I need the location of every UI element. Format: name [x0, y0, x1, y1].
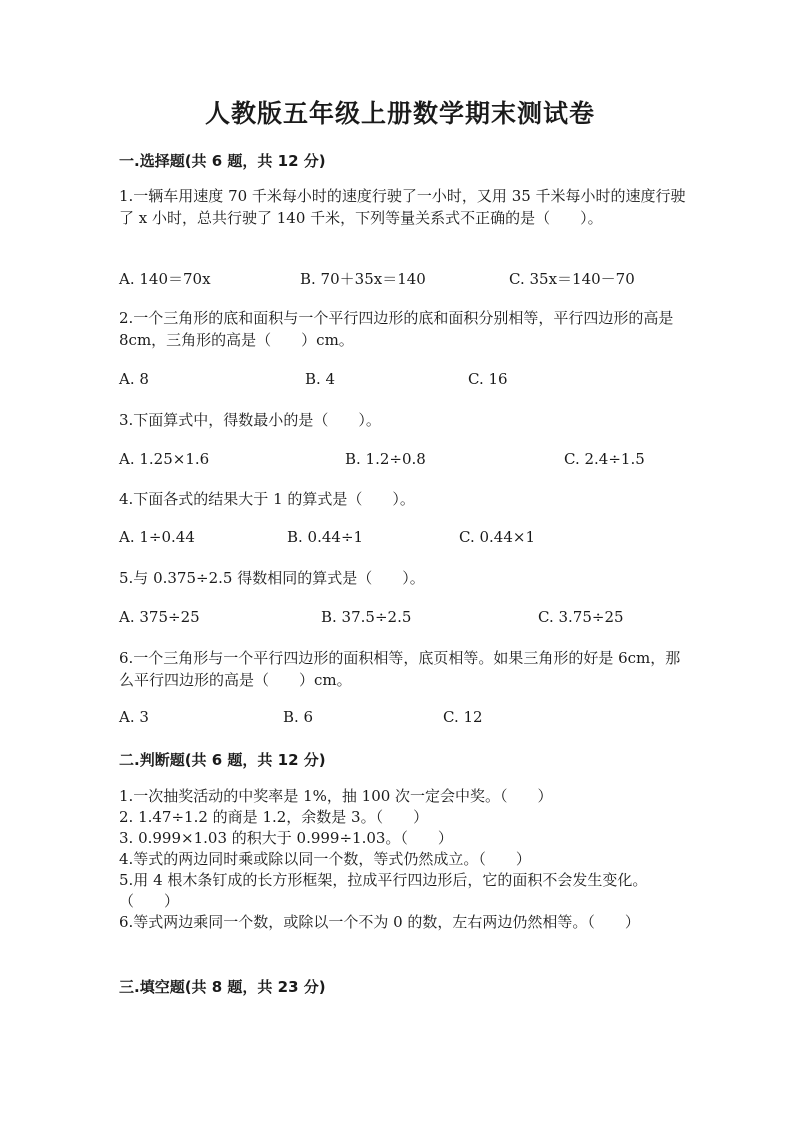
- section-heading-fill: 三.填空题(共 8 题，共 23 分): [119, 978, 326, 996]
- judge-question-4: 4.等式的两边同时乘或除以同一个数，等式仍然成立。（ ）: [119, 850, 531, 868]
- page-title: 人教版五年级上册数学期末测试卷: [204, 99, 595, 128]
- choice-question-4: 4.下面各式的结果大于 1 的算式是（ ）。: [119, 490, 415, 508]
- option-a: A. 1.25×1.6: [119, 450, 210, 468]
- option-c: C. 35x＝140－70: [509, 270, 635, 288]
- choice-question-3: 3.下面算式中，得数最小的是（ ）。: [119, 411, 381, 429]
- choice-question-1: 1.一辆车用速度 70 千米每小时的速度行驶了一小时，又用 35 千米每小时的速度行驶了 x 小时，总共行驶了 140 千米，下列等量关系式不正确的是（ ）。: [119, 187, 686, 227]
- choice-question-6: 6.一个三角形与一个平行四边形的面积相等，底页相等。如果三角形的好是 6cm，那么平行四边形的高是（ ）cm。: [119, 649, 681, 689]
- judge-question-2: 2. 1.47÷1.2 的商是 1.2，余数是 3。（ ）: [119, 808, 429, 826]
- option-a: A. 375÷25: [119, 608, 200, 626]
- option-a: A. 8: [119, 370, 149, 388]
- option-b: B. 6: [283, 708, 314, 726]
- option-b: B. 37.5÷2.5: [321, 608, 412, 626]
- option-c: C. 2.4÷1.5: [564, 450, 645, 468]
- judge-question-3: 3. 0.999×1.03 的积大于 0.999÷1.03。（ ）: [119, 829, 453, 847]
- option-a: A. 3: [119, 708, 149, 726]
- option-b: B. 4: [305, 370, 336, 388]
- option-b: B. 1.2÷0.8: [345, 450, 426, 468]
- judge-question-list: [119, 786, 689, 933]
- section-heading-choice: 一.选择题(共 6 题，共 12 分): [119, 152, 326, 170]
- option-a: A. 140＝70x: [119, 270, 211, 288]
- option-c: C. 0.44×1: [459, 528, 535, 546]
- option-b: B. 70＋35x＝140: [300, 270, 426, 288]
- judge-question-1: 1.一次抽奖活动的中奖率是 1%，抽 100 次一定会中奖。（ ）: [119, 787, 553, 805]
- option-b: B. 0.44÷1: [287, 528, 364, 546]
- option-c: C. 16: [468, 370, 508, 388]
- choice-question-5: 5.与 0.375÷2.5 得数相同的算式是（ ）。: [119, 569, 425, 587]
- judge-question-6: 6.等式两边乘同一个数，或除以一个不为 0 的数，左右两边仍然相等。（ ）: [119, 913, 640, 931]
- option-c: C. 3.75÷25: [538, 608, 624, 626]
- choice-question-2: 2.一个三角形的底和面积与一个平行四边形的底和面积分别相等，平行四边形的高是 8cm，三角形的高是（ ）cm。: [119, 309, 674, 349]
- option-a: A. 1÷0.44: [119, 528, 195, 546]
- option-c: C. 12: [443, 708, 483, 726]
- judge-question-5: 5.用 4 根木条钉成的长方形框架，拉成平行四边形后，它的面积不会发生变化。（ ）: [119, 871, 648, 910]
- section-heading-judge: 二.判断题(共 6 题，共 12 分): [119, 751, 326, 769]
